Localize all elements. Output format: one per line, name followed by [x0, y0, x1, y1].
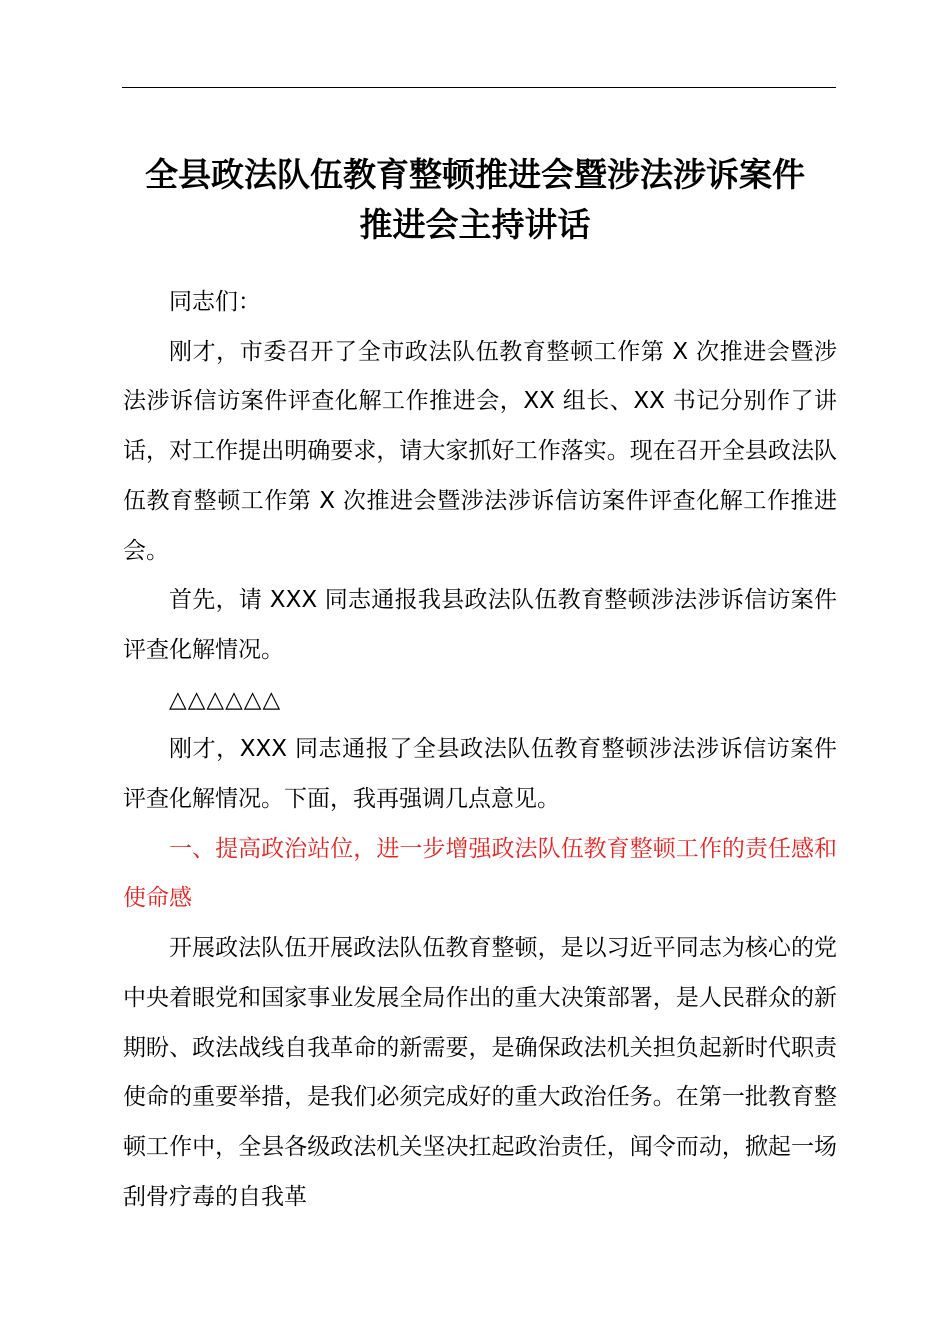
paragraph-intro: 刚才，市委召开了全市政法队伍教育整顿工作第 X 次推进会暨涉法涉诉信访案件评查化解工作推进会，XX 组长、XX 书记分别作了讲话，对工作提出明确要求，请大家抓好工作落实。现在召开全县政法队伍教育整顿工作第 X 次推进会暨涉法涉诉信访案件评查化解工作推进会。 [123, 338, 837, 564]
salutation: 同志们： [169, 289, 261, 315]
paragraph-transition: 刚才，XXX 同志通报了全县政法队伍教育整顿涉法涉诉信访案件评查化解情况。下面，我再强调几点意见。 [123, 736, 837, 813]
paragraph-first-report: 首先，请 XXX 同志通报我县政法队伍教育整顿涉法涉诉信访案件评查化解情况。 [123, 587, 837, 663]
document-body [123, 278, 837, 1222]
paragraph-section-1: 开展政法队伍开展政法队伍教育整顿，是以习近平同志为核心的党中央着眼党和国家事业发展全局作出的重大决策部署，是人民群众的新期盼、政法战线自我革命的新需要，是确保政法机关担负起新时代职责使命的重要举措，是我们必须完成好的重大政治任务。在第一批教育整顿工作中，全县各级政法机关坚决扛起政治责任，闻令而动，掀起一场刮骨疗毒的自我革 [123, 935, 837, 1210]
document-title-line-1: 全县政法队伍教育整顿推进会暨涉法涉诉案件 [145, 155, 805, 194]
header-rule [122, 87, 836, 88]
section-heading-1: 一、提高政治站位，进一步增强政法队伍教育整顿工作的责任感和使命感 [123, 835, 837, 912]
document-title-line-2: 推进会主持讲话 [359, 205, 591, 244]
placeholder-symbols: △△△△△△ [169, 686, 282, 713]
